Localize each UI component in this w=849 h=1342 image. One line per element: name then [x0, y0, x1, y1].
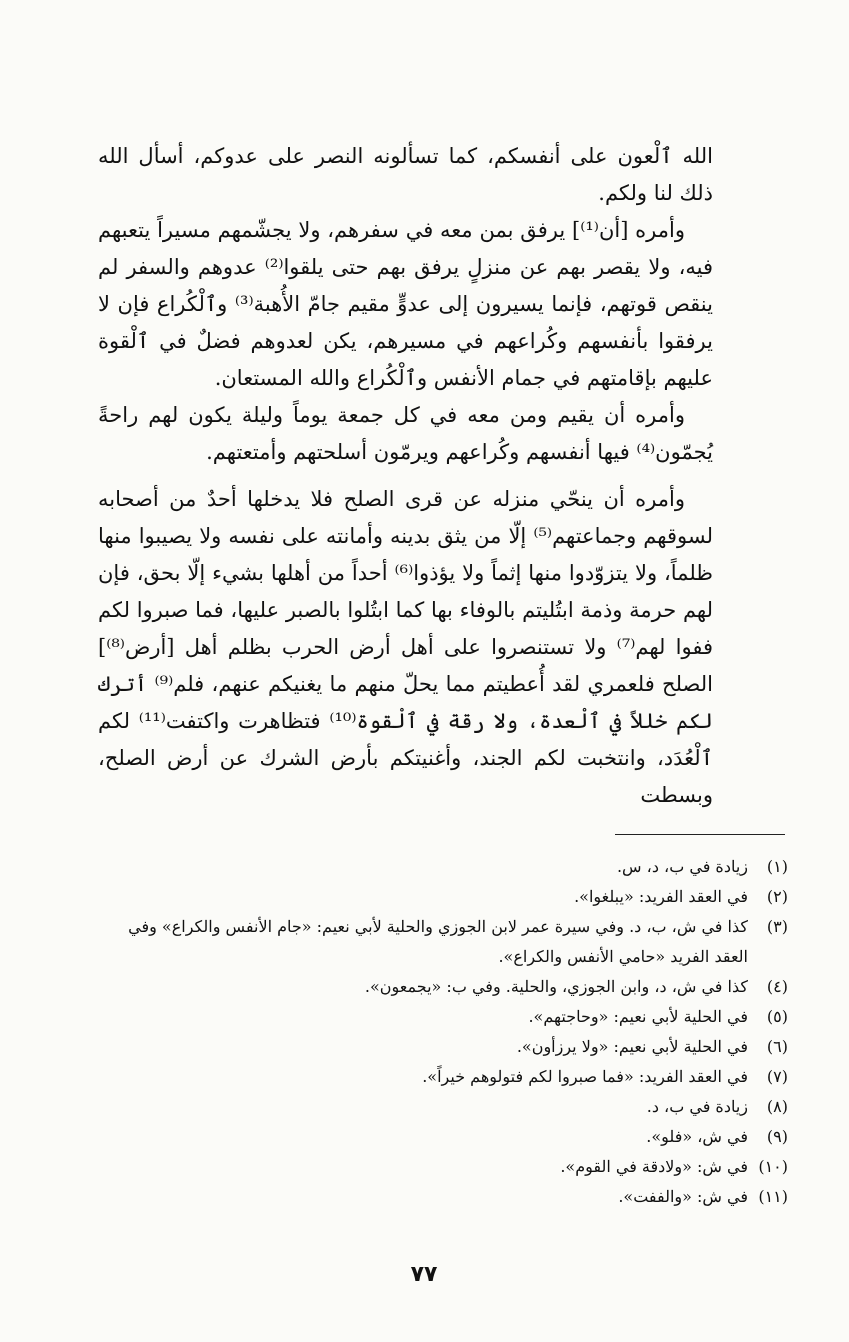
footnote-number: (٨) [766, 1097, 788, 1116]
footnote-text: في العقد الفريد: «يبلغوا». [574, 887, 748, 906]
footnote [98, 1152, 788, 1182]
footnote [98, 972, 788, 1002]
footnotes-list [98, 852, 788, 1212]
footnote [98, 1062, 788, 1092]
footnote-number: (٦) [766, 1037, 788, 1056]
footnote-number: (٥) [766, 1007, 788, 1026]
paragraph: وأمره أن ينحّي منزله عن قرى الصلح فلا يدخلها أحدٌ من أصحابه لسوقهم وجماعتهم⁽⁵⁾ إلّا من يثق بدينه وأمانته على نفسه ولا يصيبوا منها ظلماً، ولا يتزوّدوا منها إثماً ولا يؤذوا⁽⁶⁾ أحداً من أهلها بشيء إلّا بحق، فإن لهم حرمة وذمة ابتُليتم بالوفاء بها كما ابتُلوا بالصبر عليها، فما صبروا لكم ففوا لهم⁽⁷⁾ ولا تستنصروا على أهل أرض الحرب بظلم أهل [أرض⁽⁸⁾] الصلح فلعمري لقد أُعطيتم مما يحلّ منهم ما يغنيكم عنهم، فلم⁽⁹⁾ أترك لكم خللاً في ٱلْعدة، ولا رقة في ٱلْقوة⁽¹⁰⁾ فتظاهرت واكتفت⁽¹¹⁾ لكم ٱلْعُدَد، وانتخبت لكم الجند، وأغنيتكم بأرض الشرك عن أرض الصلح، وبسطت [98, 487, 714, 807]
footnote-text: في ش: «والففت». [618, 1187, 748, 1206]
main-text [98, 138, 713, 814]
footnote-number: (٤) [766, 977, 788, 996]
footnote-text: زيادة في ب، د. [646, 1097, 748, 1116]
footnote [98, 882, 788, 912]
paragraph: وأمره [أن⁽¹⁾] يرفق بمن معه في سفرهم، ولا يجشّمهم مسيراً يتعبهم فيه، ولا يقصر بهم عن منزلٍ يرفق بهم حتى يلقوا⁽²⁾ عدوهم والسفر لم ينقص قوتهم، فإنما يسيرون إلى عدوٍّ مقيم جامّ الأُهبة⁽³⁾ وٱلْكُراع فإن لا يرفقوا بأنفسهم وكُراعهم في مسيرهم، يكن لعدوهم فضلٌ في ٱلْقوة عليهم بإقامتهم في جمام الأنفس وٱلْكُراع والله المستعان. [98, 218, 713, 390]
footnote [98, 1122, 788, 1152]
footnote-number: (٣) [766, 917, 788, 936]
footnote [98, 1002, 788, 1032]
footnote-number: (١١) [758, 1187, 788, 1206]
footnote-text: زيادة في ب، د، س. [616, 857, 748, 876]
footnote-number: (١٠) [758, 1157, 788, 1176]
paragraph: الله ٱلْعون على أنفسكم، كما تسألونه النصر على عدوكم، أسأل الله ذلك لنا ولكم. [98, 144, 713, 205]
footnote-text: في الحلية لأبي نعيم: «وحاجتهم». [528, 1007, 748, 1026]
footnote [98, 1092, 788, 1122]
footnote-text: كذا في ش، ب، د. وفي سيرة عمر لابن الجوزي والحلية لأبي نعيم: «جام الأنفس والكراع» وفي العقد الفريد «حامي الأنفس والكراع». [128, 917, 748, 966]
footnote-text: في الحلية لأبي نعيم: «ولا يرزأون». [516, 1037, 748, 1056]
page-number: ٧٧ [410, 1262, 438, 1287]
footnote-text: في ش: «ولادقة في القوم». [560, 1157, 748, 1176]
footnote [98, 1032, 788, 1062]
footnote-number: (٧) [766, 1067, 788, 1086]
footnote [98, 852, 788, 882]
footnote-text: في ش، «فلو». [646, 1127, 748, 1146]
footnote [98, 1182, 788, 1212]
footnote-number: (٩) [766, 1127, 788, 1146]
paragraph: وأمره أن يقيم ومن معه في كل جمعة يوماً وليلة يكون لهم راحةً يُجمّون⁽⁴⁾ فيها أنفسهم وكُراعهم ويرمّون أسلحتهم وأمتعتهم. [98, 403, 713, 464]
footnote-divider [615, 834, 785, 835]
footnote-text: كذا في ش، د، وابن الجوزي، والحلية. وفي ب: «يجمعون». [364, 977, 748, 996]
footnote-text: في العقد الفريد: «فما صبروا لكم فتولوهم خيراً». [422, 1067, 748, 1086]
footnote [98, 912, 788, 972]
footnote-number: (٢) [766, 887, 788, 906]
footnote-number: (١) [766, 857, 788, 876]
